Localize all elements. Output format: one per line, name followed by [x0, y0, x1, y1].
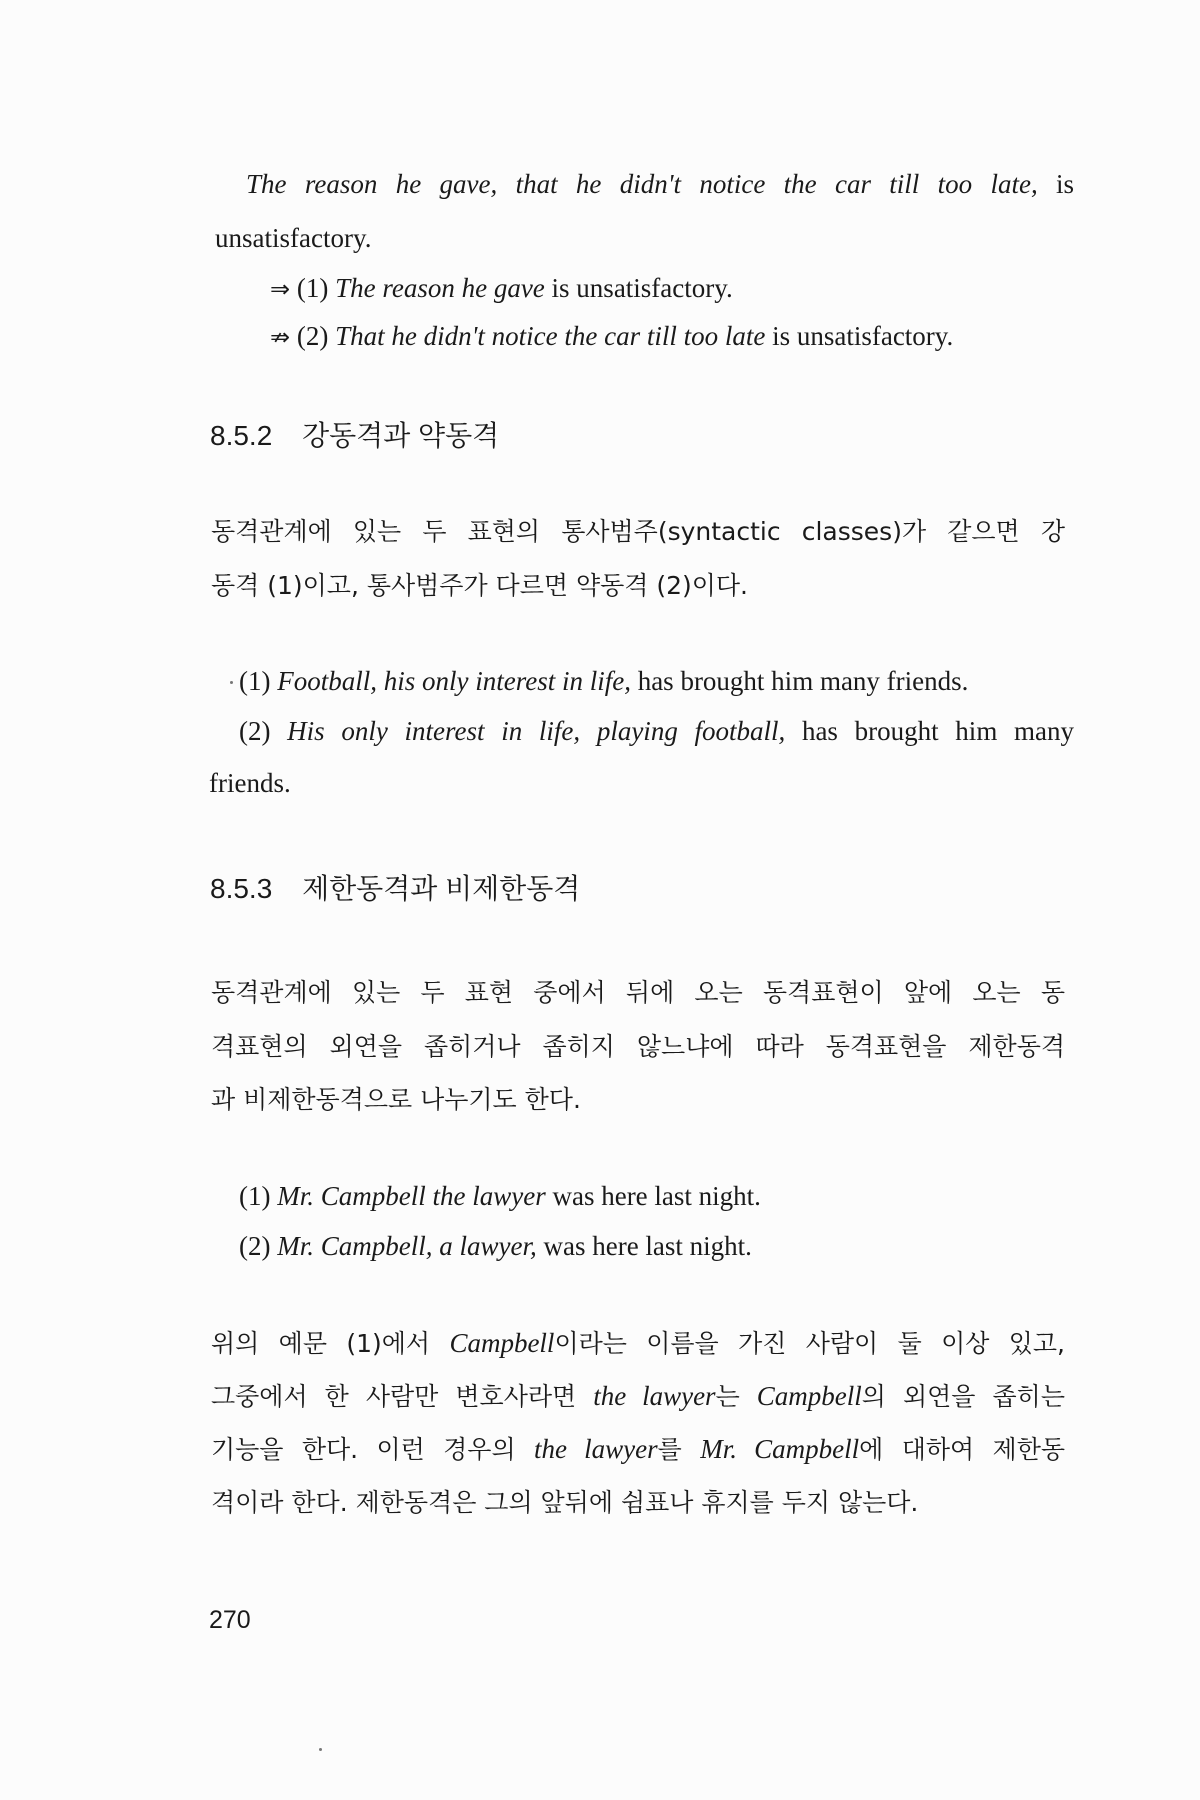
- example-number: (1): [239, 666, 271, 696]
- text-run: was here last night.: [552, 1181, 761, 1211]
- not-implies-arrow-icon: ⇏: [270, 323, 291, 351]
- implication-line: [270, 270, 733, 307]
- section-title: 제한동격과 비제한동격: [302, 873, 581, 904]
- text-run: 를: [657, 1435, 701, 1464]
- implies-arrow-icon: ⇒: [270, 275, 291, 303]
- italic-run: that he didn't notice the car till too late,: [515, 169, 1038, 199]
- paragraph-line: [211, 975, 1065, 1011]
- italic-run: he gave,: [395, 169, 498, 199]
- example-number: (2): [296, 321, 329, 351]
- text-run: 동격 (1)이고, 통사범주가 다르면 약동격 (2)이다.: [211, 571, 749, 600]
- text-run: unsatisfactory.: [215, 223, 372, 253]
- example-sentence-line: [246, 166, 1074, 202]
- italic-run: Mr. Campbell the lawyer: [277, 1181, 546, 1211]
- italic-run: The reason he gave: [335, 273, 545, 303]
- paragraph-line: [211, 1485, 918, 1521]
- section-title: 강동격과 약동격: [302, 420, 500, 451]
- paragraph-line: [211, 1378, 1065, 1415]
- scan-speck: [230, 681, 233, 684]
- italic-run: Campbell: [756, 1381, 862, 1411]
- paragraph-line: [211, 514, 1065, 550]
- text-run: 과 비제한동격으로 나누기도 한다.: [211, 1085, 581, 1114]
- scan-speck: [319, 1748, 322, 1751]
- section-heading-8-5-3: [210, 869, 580, 909]
- text-run: 동격관계에 있는 두 표현 중에서 뒤에 오는 동격표현이 앞에 오는 동: [211, 978, 1065, 1007]
- paragraph-line: [211, 1029, 1065, 1065]
- example-number: (2): [239, 716, 271, 746]
- paragraph-line: [211, 1082, 581, 1118]
- text-run: 이라는 이름을 가진 사람이 둘 이상 있고,: [554, 1329, 1066, 1358]
- italic-run: the lawyer: [534, 1434, 658, 1464]
- italic-run: Mr. Campbell: [700, 1434, 860, 1464]
- paragraph-line: [211, 568, 748, 604]
- section-number: 8.5.2: [210, 420, 273, 451]
- text-run: 격표현의 외연을 좁히거나 좁히지 않느냐에 따라 동격표현을 제한동격: [211, 1032, 1065, 1061]
- example-sentence-line: [215, 220, 371, 256]
- italic-run: Campbell: [449, 1328, 555, 1358]
- italic-run: Mr. Campbell, a lawyer,: [277, 1231, 537, 1261]
- text-run: 의 외연을 좁히는: [861, 1382, 1065, 1411]
- example-sentence-line: [209, 765, 291, 801]
- section-number: 8.5.3: [210, 873, 273, 904]
- text-run: has brought him many friends.: [637, 666, 969, 696]
- paragraph-line: [211, 1325, 1065, 1362]
- italic-run: the lawyer: [593, 1381, 716, 1411]
- italic-run: Football, his only interest in life,: [277, 666, 631, 696]
- text-run: has brought him many: [801, 716, 1074, 746]
- text-run: 격이라 한다. 제한동격은 그의 앞뒤에 쉼표나 휴지를 두지 않는다.: [211, 1488, 919, 1517]
- text-run: was here last night.: [543, 1231, 752, 1261]
- example-number: (1): [296, 273, 329, 303]
- text-run: 동격관계에 있는 두 표현의 통사범주(syntactic classes)가 같으면 강: [211, 517, 1065, 546]
- example-number: (2): [239, 1231, 271, 1261]
- text-run: 는: [715, 1382, 757, 1411]
- paragraph-line: [211, 1431, 1065, 1468]
- text-run: friends.: [209, 768, 291, 798]
- text-run: 그중에서 한 사람만 변호사라면: [211, 1382, 594, 1411]
- page-number: 270: [209, 1606, 251, 1634]
- example-number: (1): [239, 1181, 271, 1211]
- example-sentence-line: [239, 1178, 761, 1214]
- section-heading-8-5-2: [210, 416, 499, 456]
- italic-run: The reason: [246, 169, 378, 199]
- text-run: 위의 예문 (1)에서: [211, 1329, 450, 1358]
- example-sentence-line: [239, 1228, 752, 1264]
- text-run: 기능을 한다. 이런 경우의: [211, 1435, 534, 1464]
- text-run: is: [1056, 169, 1075, 199]
- example-sentence-line: [239, 713, 1074, 749]
- italic-run: His only interest in life, playing football,: [287, 716, 786, 746]
- text-run: is unsatisfactory.: [772, 321, 954, 351]
- italic-run: That he didn't notice the car till too late: [335, 321, 766, 351]
- example-sentence-line: [239, 663, 968, 699]
- text-run: 에 대하여 제한동: [859, 1435, 1065, 1464]
- text-run: is unsatisfactory.: [551, 273, 733, 303]
- non-implication-line: [270, 318, 953, 355]
